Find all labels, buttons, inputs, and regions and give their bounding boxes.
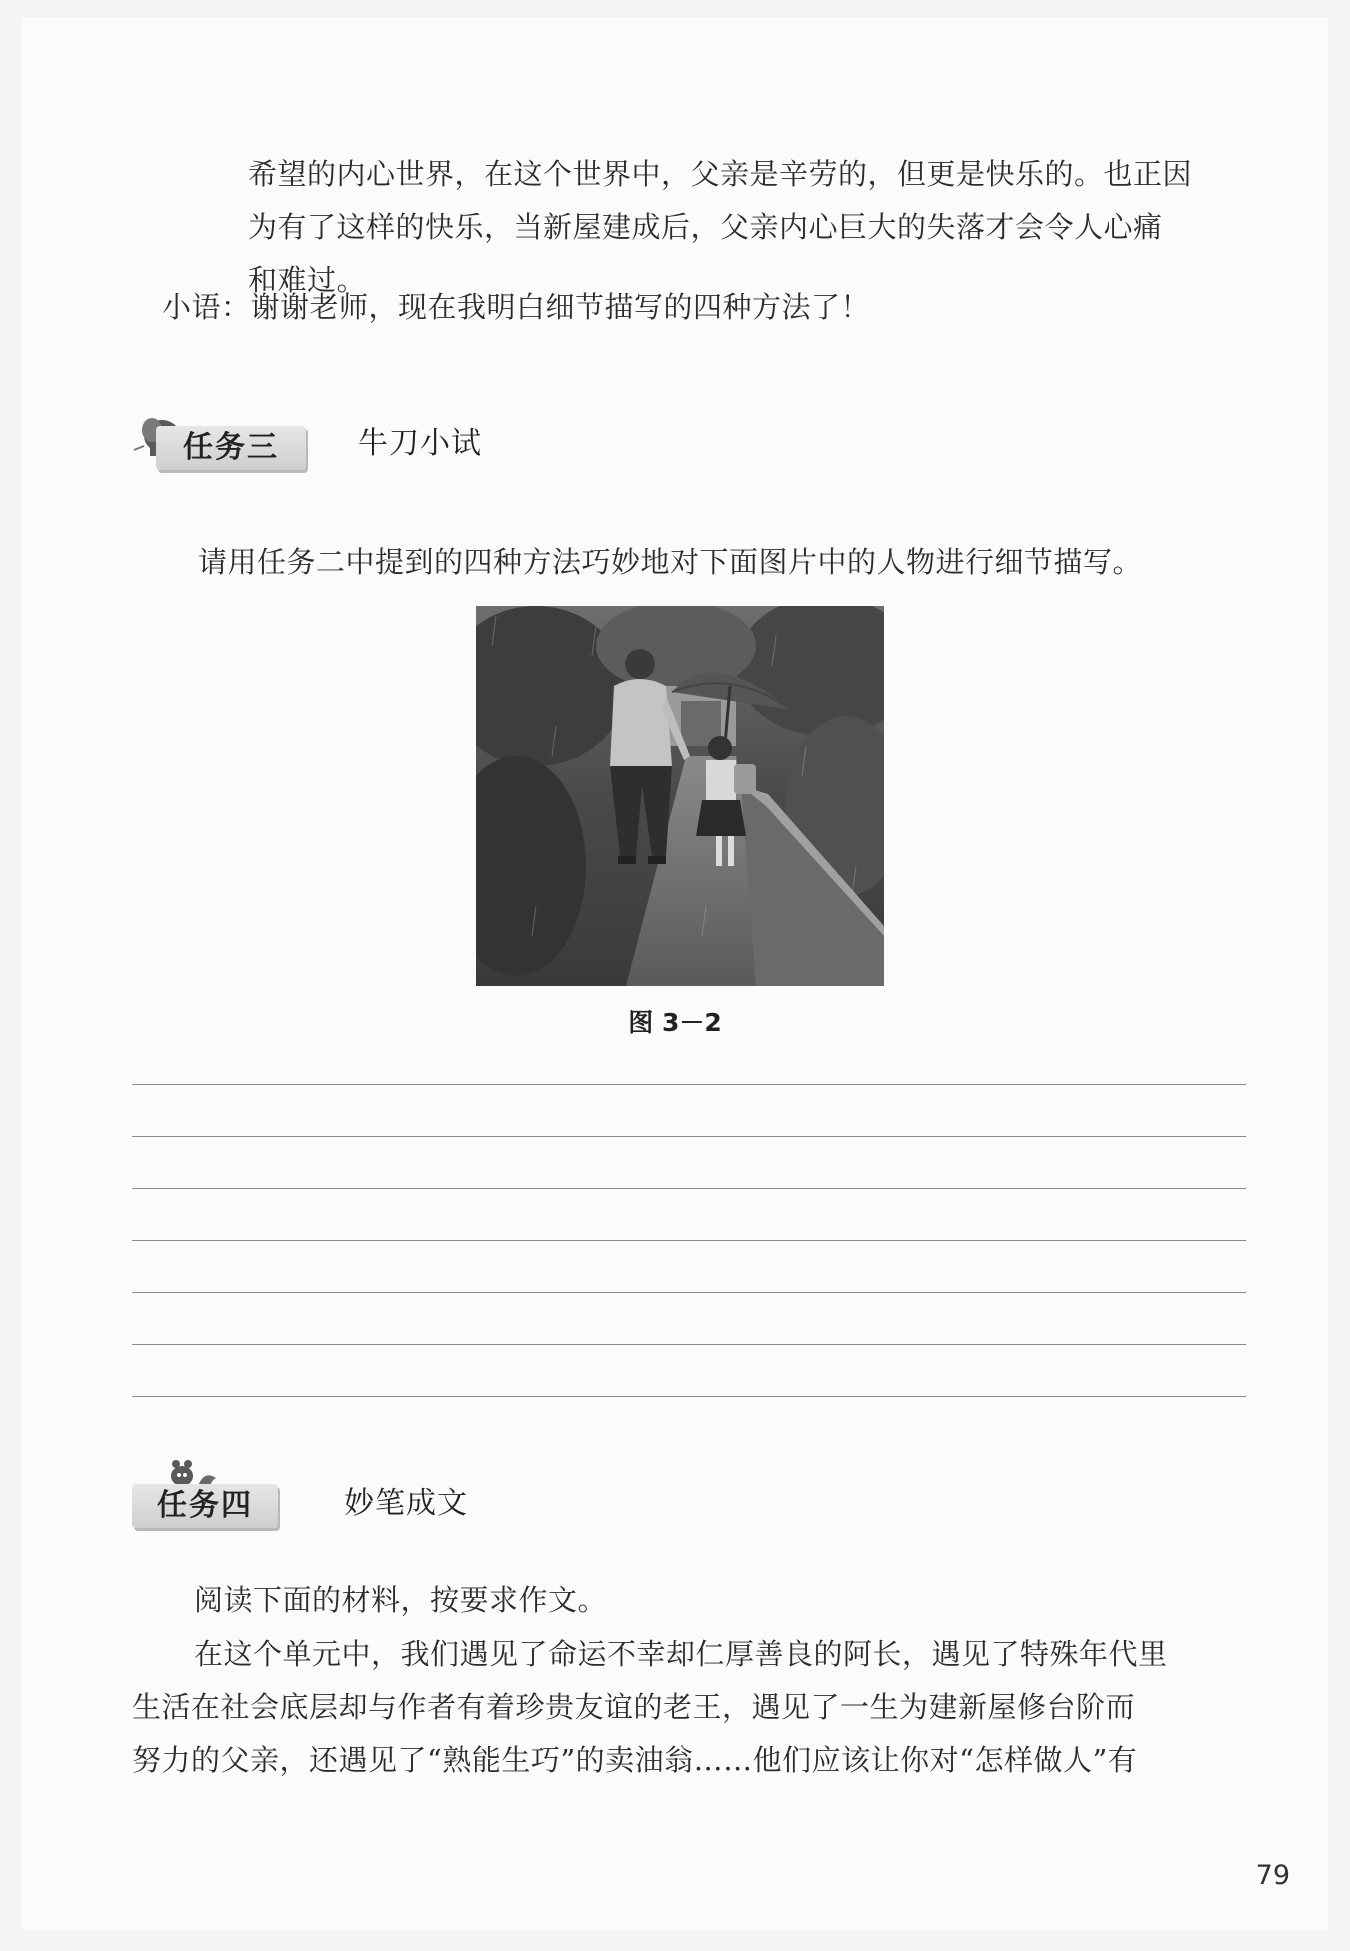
intro-line: 为有了这样的快乐，当新屋建成后，父亲内心巨大的失落才会令人心痛: [248, 210, 1163, 244]
task3-badge: 任务三: [156, 426, 306, 470]
task3-instruction: 请用任务二中提到的四种方法巧妙地对下面图片中的人物进行细节描写。: [198, 545, 1143, 579]
task4-badge: 任务四: [132, 1484, 278, 1528]
material-line: 生活在社会底层却与作者有着珍贵友谊的老王，遇见了一生为建新屋修台阶而: [132, 1690, 1136, 1724]
task4-title: 妙笔成文: [344, 1486, 468, 1521]
task4-heading: [132, 1454, 532, 1524]
intro-line: 希望的内心世界，在这个世界中，父亲是辛劳的，但更是快乐的。也正因: [248, 157, 1193, 191]
task4-prompt: 阅读下面的材料，按要求作文。: [194, 1583, 608, 1617]
material-line: 在这个单元中，我们遇见了命运不幸却仁厚善良的阿长，遇见了特殊年代里: [194, 1637, 1168, 1671]
rain-walk-photo: [476, 606, 884, 986]
page: [22, 18, 1328, 1930]
intro-line: 和难过。: [248, 263, 367, 297]
task4-material: [132, 1628, 1168, 1787]
writing-line[interactable]: [132, 1396, 1246, 1397]
writing-line[interactable]: [132, 1084, 1246, 1085]
page-number: 79: [1255, 1860, 1290, 1891]
task3-title: 牛刀小试: [358, 426, 482, 461]
writing-line[interactable]: [132, 1344, 1246, 1345]
writing-line[interactable]: [132, 1136, 1246, 1137]
material-line: 努力的父亲，还遇见了“熟能生巧”的卖油翁……他们应该让你对“怎样做人”有: [132, 1743, 1138, 1777]
writing-line[interactable]: [132, 1188, 1246, 1189]
photo-illustration: [476, 606, 884, 986]
writing-line[interactable]: [132, 1292, 1246, 1293]
figure-caption: 图 3－2: [628, 1008, 722, 1037]
xiaoyu-line: 小语：谢谢老师，现在我明白细节描写的四种方法了！: [162, 290, 871, 324]
writing-line[interactable]: [132, 1240, 1246, 1241]
task3-heading: [132, 406, 532, 476]
